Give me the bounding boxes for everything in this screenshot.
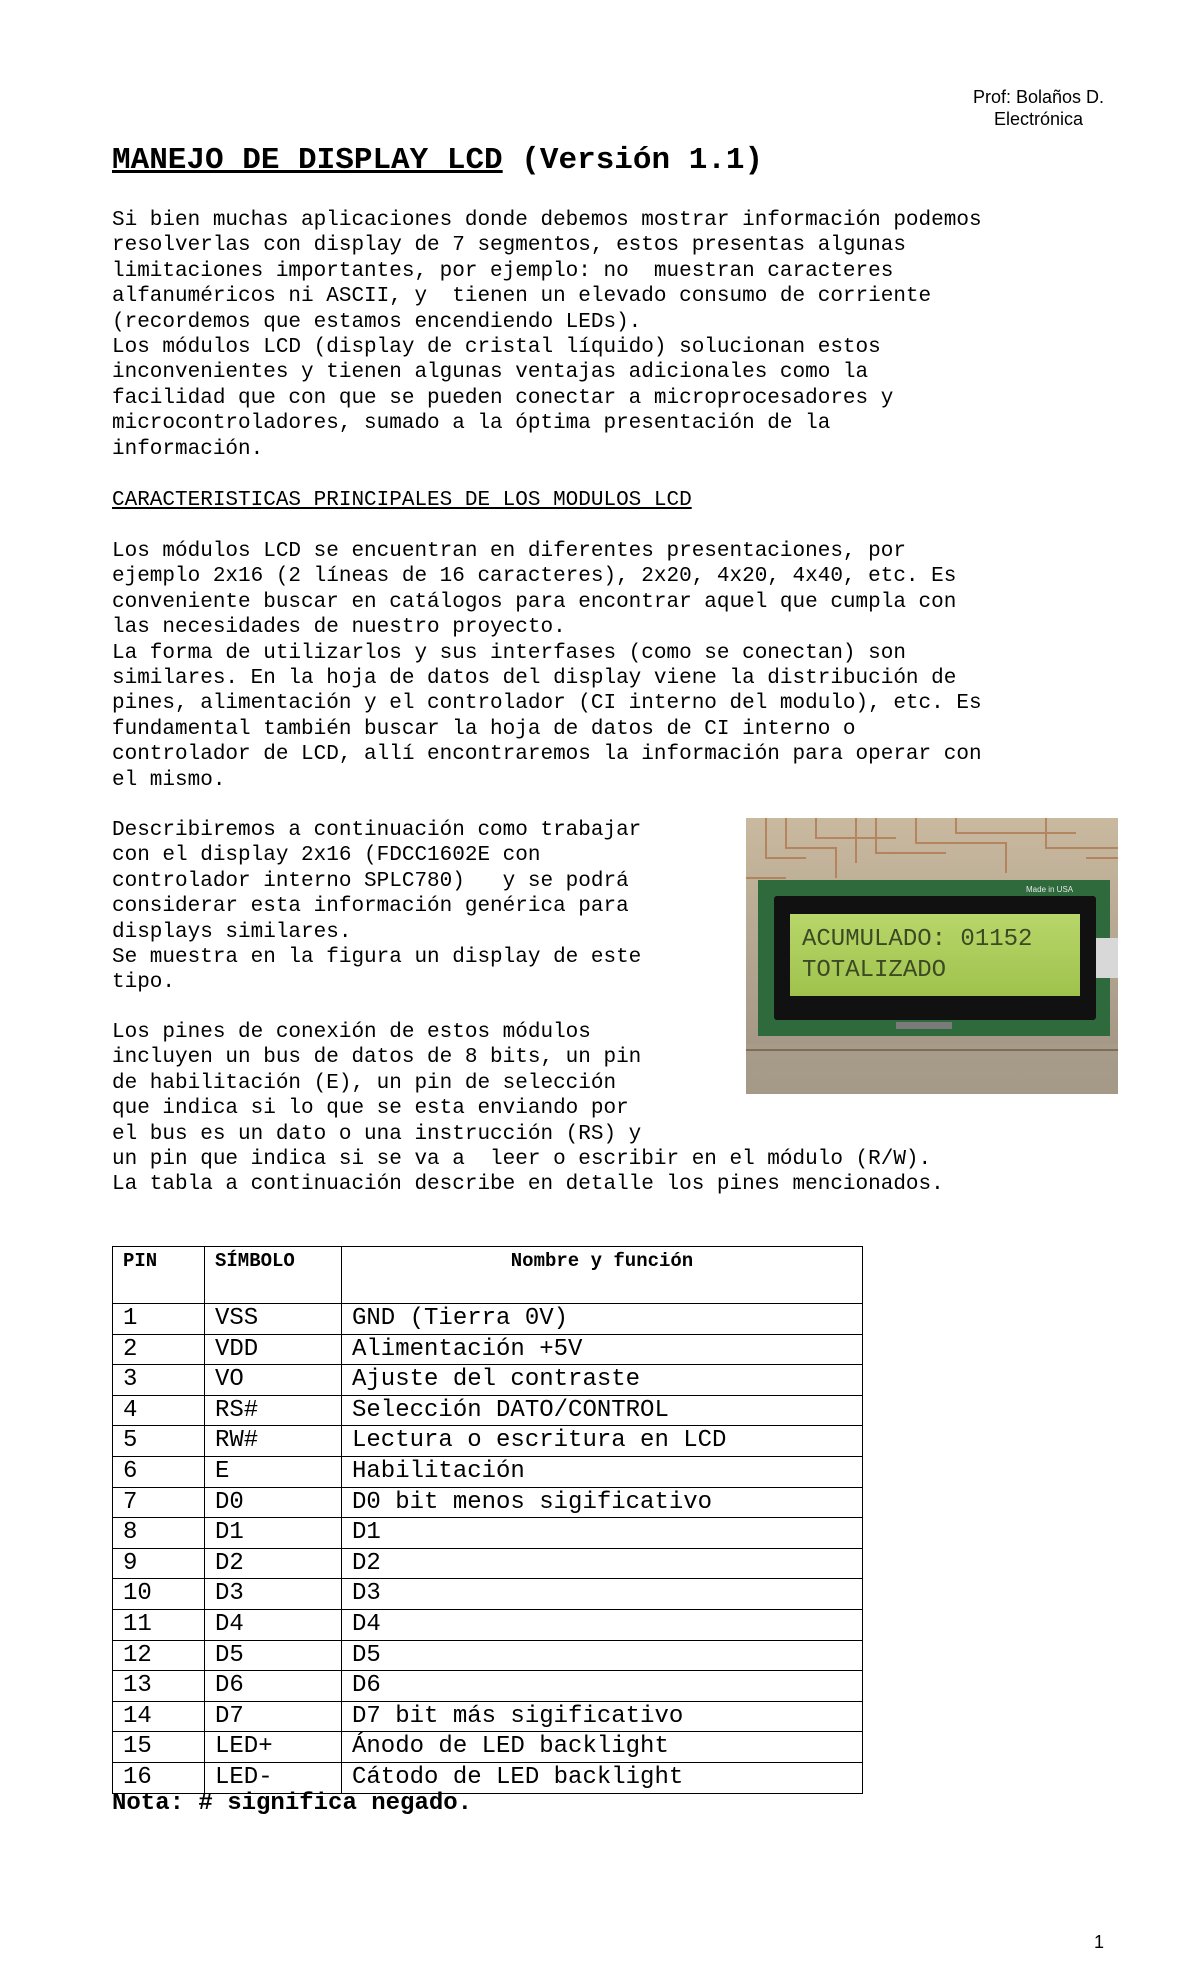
header-name-function: Nombre y función xyxy=(342,1247,863,1304)
function-cell: GND (Tierra 0V) xyxy=(342,1304,863,1335)
pin-cell: 9 xyxy=(113,1548,205,1579)
symbol-cell: D1 xyxy=(205,1518,342,1549)
made-in-label: Made in USA xyxy=(1026,885,1074,894)
side-connector xyxy=(1096,938,1118,978)
pin-cell: 13 xyxy=(113,1671,205,1702)
text-line: displays similares. xyxy=(112,920,352,944)
function-cell: D0 bit menos sigificativo xyxy=(342,1487,863,1518)
subject-label: Electrónica xyxy=(993,109,1083,129)
text-line: las necesidades de nuestro proyecto. xyxy=(112,616,566,640)
function-cell: D5 xyxy=(342,1640,863,1671)
text-line: incluyen un bus de datos de 8 bits, un pin xyxy=(112,1046,642,1070)
function-cell: Cátodo de LED backlight xyxy=(342,1762,863,1793)
text-line: controlador interno SPLC780) y se podrá xyxy=(112,869,629,893)
pin-table xyxy=(112,1246,863,1794)
text-line: ejemplo 2x16 (2 líneas de 16 caracteres), 2x20, 4x20, 4x40, etc. Es xyxy=(112,565,957,589)
section-paragraph xyxy=(112,539,982,793)
title-main: MANEJO DE DISPLAY LCD xyxy=(112,143,503,178)
text-line: inconvenientes y tienen algunas ventajas adicionales como la xyxy=(112,361,869,385)
text-line: microcontroladores, sumado a la óptima presentación de la xyxy=(112,412,831,436)
text-line: el mismo. xyxy=(112,768,226,792)
symbol-cell: D3 xyxy=(205,1579,342,1610)
symbol-cell: LED- xyxy=(205,1762,342,1793)
note: Nota: # significa negado. xyxy=(112,1790,473,1817)
function-cell: D1 xyxy=(342,1518,863,1549)
pin-cell: 6 xyxy=(113,1456,205,1487)
lcd-line-2: TOTALIZADO xyxy=(802,957,947,984)
text-line: un pin que indica si se va a leer o escribir en el módulo (R/W). xyxy=(112,1148,932,1172)
text-line: controlador de LCD, allí encontraremos la información para operar con xyxy=(112,743,982,767)
text-line: tipo. xyxy=(112,971,176,995)
symbol-cell: D2 xyxy=(205,1548,342,1579)
table-row xyxy=(113,1671,863,1702)
table-row xyxy=(113,1426,863,1457)
text-line: Describiremos a continuación como trabajar xyxy=(112,819,642,842)
text-line: el bus es un dato o una instrucción (RS) y xyxy=(112,1122,642,1146)
table-row xyxy=(113,1518,863,1549)
text-line: La tabla a continuación describe en detalle los pines mencionados. xyxy=(112,1173,944,1197)
pin-cell: 3 xyxy=(113,1365,205,1396)
text-line: con el display 2x16 (FDCC1602E con xyxy=(112,844,541,868)
page-header xyxy=(973,86,1104,130)
text-line: facilidad que con que se pueden conectar a microprocesadores y xyxy=(112,386,894,410)
title-version: (Versión 1.1) xyxy=(521,143,764,178)
pin-cell: 7 xyxy=(113,1487,205,1518)
symbol-cell: VO xyxy=(205,1365,342,1396)
table-row xyxy=(113,1732,863,1763)
function-cell: D4 xyxy=(342,1609,863,1640)
text-line: que indica si lo que se esta enviando por xyxy=(112,1097,629,1121)
header-symbol: SÍMBOLO xyxy=(205,1247,342,1304)
table-row xyxy=(113,1701,863,1732)
function-cell: Alimentación +5V xyxy=(342,1334,863,1365)
text-line: similares. En la hoja de datos del display viene la distribución de xyxy=(112,667,957,691)
text-line: de habilitación (E), un pin de selección xyxy=(112,1071,617,1095)
table-row xyxy=(113,1579,863,1610)
text-line: pines, alimentación y el controlador (CI interno del modulo), etc. Es xyxy=(112,692,982,716)
lcd-display-photo xyxy=(746,818,1118,1094)
symbol-cell: LED+ xyxy=(205,1732,342,1763)
pin-cell: 16 xyxy=(113,1762,205,1793)
symbol-cell: D5 xyxy=(205,1640,342,1671)
text-line: resolverlas con display de 7 segmentos, estos presentas algunas xyxy=(112,234,906,258)
pin-cell: 2 xyxy=(113,1334,205,1365)
symbol-cell: RS# xyxy=(205,1395,342,1426)
text-line: Se muestra en la figura un display de este xyxy=(112,946,642,970)
text-line: La forma de utilizarlos y sus interfases (como se conectan) son xyxy=(112,641,906,665)
symbol-cell: D7 xyxy=(205,1701,342,1732)
intro-paragraph xyxy=(112,208,982,462)
header-pin: PIN xyxy=(113,1247,205,1304)
pin-cell: 12 xyxy=(113,1640,205,1671)
text-line: Si bien muchas aplicaciones donde debemos mostrar información podemos xyxy=(112,209,982,232)
function-cell: Ajuste del contraste xyxy=(342,1365,863,1396)
pin-cell: 5 xyxy=(113,1426,205,1457)
pin-cell: 11 xyxy=(113,1609,205,1640)
table-row xyxy=(113,1487,863,1518)
text-line: conveniente buscar en catálogos para encontrar aquel que cumpla con xyxy=(112,590,957,614)
symbol-cell: E xyxy=(205,1456,342,1487)
symbol-cell: D4 xyxy=(205,1609,342,1640)
page-number: 1 xyxy=(1093,1932,1104,1952)
table-row xyxy=(113,1762,863,1793)
function-cell: D3 xyxy=(342,1579,863,1610)
function-cell: Habilitación xyxy=(342,1456,863,1487)
text-line: Los módulos LCD se encuentran en diferentes presentaciones, por xyxy=(112,540,906,563)
section-title: CARACTERISTICAS PRINCIPALES DE LOS MODULOS LCD xyxy=(112,489,692,512)
table-row xyxy=(113,1640,863,1671)
pin-cell: 10 xyxy=(113,1579,205,1610)
author-label: Prof: Bolaños D. xyxy=(972,87,1104,107)
text-line: Los pines de conexión de estos módulos xyxy=(112,1021,591,1044)
function-cell: D2 xyxy=(342,1548,863,1579)
symbol-cell: D0 xyxy=(205,1487,342,1518)
pin-cell: 8 xyxy=(113,1518,205,1549)
document-title xyxy=(112,143,763,178)
table-row xyxy=(113,1395,863,1426)
table-row xyxy=(113,1456,863,1487)
function-cell: Lectura o escritura en LCD xyxy=(342,1426,863,1457)
pin-cell: 1 xyxy=(113,1304,205,1335)
function-cell: Ánodo de LED backlight xyxy=(342,1732,863,1763)
pin-cell: 4 xyxy=(113,1395,205,1426)
table-row xyxy=(113,1304,863,1335)
table-row xyxy=(113,1365,863,1396)
pin-cell: 15 xyxy=(113,1732,205,1763)
table-row xyxy=(113,1334,863,1365)
symbol-cell: RW# xyxy=(205,1426,342,1457)
text-line: fundamental también buscar la hoja de datos de CI interno o xyxy=(112,717,856,741)
text-line: Los módulos LCD (display de cristal líquido) solucionan estos xyxy=(112,336,881,360)
function-cell: D7 bit más sigificativo xyxy=(342,1701,863,1732)
text-line: alfanuméricos ni ASCII, y tienen un elevado consumo de corriente xyxy=(112,285,932,309)
lcd-line-1: ACUMULADO: 01152 xyxy=(802,926,1033,953)
describe-paragraph xyxy=(112,818,641,996)
function-cell: Selección DATO/CONTROL xyxy=(342,1395,863,1426)
text-line: (recordemos que estamos encendiendo LEDs). xyxy=(112,310,642,334)
table-row xyxy=(113,1548,863,1579)
text-line: considerar esta información genérica para xyxy=(112,895,629,919)
text-line: limitaciones importantes, por ejemplo: no muestran caracteres xyxy=(112,259,894,283)
table-header-row xyxy=(113,1247,863,1304)
text-line: información. xyxy=(112,437,264,461)
symbol-cell: VSS xyxy=(205,1304,342,1335)
symbol-cell: D6 xyxy=(205,1671,342,1702)
pin-cell: 14 xyxy=(113,1701,205,1732)
lcd-connector xyxy=(896,1022,952,1029)
function-cell: D6 xyxy=(342,1671,863,1702)
table-row xyxy=(113,1609,863,1640)
symbol-cell: VDD xyxy=(205,1334,342,1365)
